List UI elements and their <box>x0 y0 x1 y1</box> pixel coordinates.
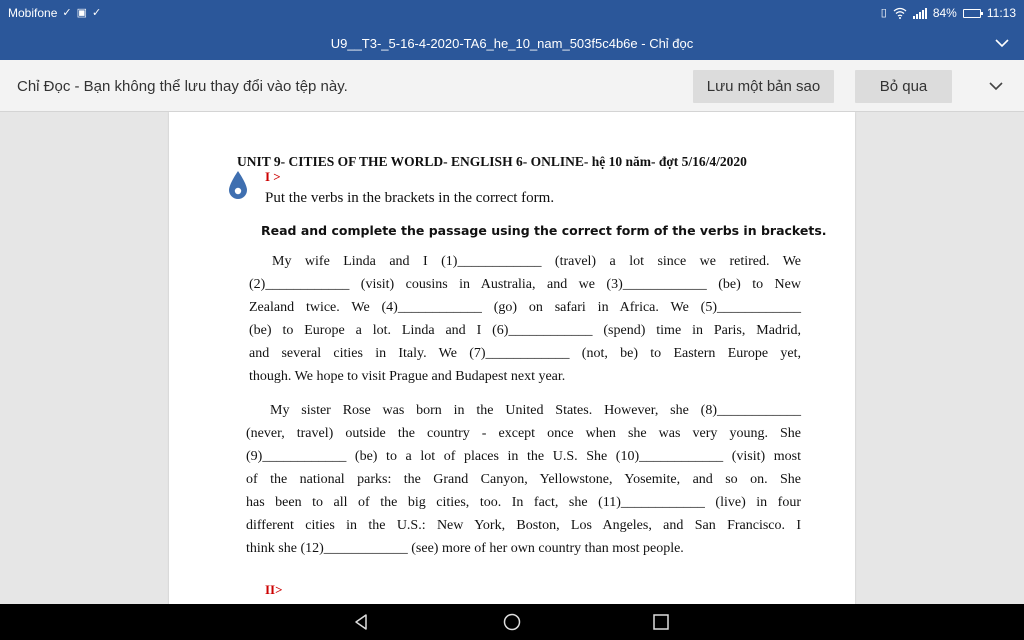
document-viewport[interactable] <box>0 112 1024 604</box>
passage-line: has been to all of the big cities, too. In fact, she (11)____________ (live) in four <box>246 495 801 510</box>
title-bar <box>0 26 1024 60</box>
vibrate-icon: ▯ <box>880 7 887 19</box>
recent-apps-icon[interactable] <box>651 612 671 632</box>
carrier-name: Mobifone <box>8 6 58 20</box>
section-1-label: I > <box>265 169 281 184</box>
passage-line: My sister Rose was born in the United States. However, she (8)____________ <box>270 403 801 418</box>
navigation-bar <box>0 604 1024 640</box>
instruction-2: Read and complete the passage using the correct form of the verbs in brackets. <box>261 223 827 238</box>
passage-line: though. We hope to visit Prague and Budapest next year. <box>249 369 566 384</box>
passage-paragraph-1 <box>249 250 801 388</box>
drop-icon[interactable] <box>227 170 249 200</box>
passage-line: (never, travel) outside the country - except once when she was very young. She <box>246 426 801 441</box>
check-icon: ✓ <box>62 7 72 19</box>
clock: 11:13 <box>986 6 1016 20</box>
check-icon: ✓ <box>92 7 102 19</box>
passage-paragraph-2 <box>246 399 801 560</box>
read-only-message: Chỉ Đọc - Bạn không thể lưu thay đổi vào tệp này. <box>17 78 348 95</box>
read-only-notice-bar <box>0 60 1024 112</box>
chevron-down-icon[interactable] <box>994 35 1010 51</box>
document-page <box>169 112 855 604</box>
dismiss-button[interactable]: Bỏ qua <box>855 70 952 103</box>
back-icon[interactable] <box>352 612 372 632</box>
save-copy-button[interactable]: Lưu một bản sao <box>693 70 834 103</box>
wifi-icon <box>893 7 907 19</box>
chevron-down-icon[interactable] <box>988 78 1004 94</box>
passage-line: Zealand twice. We (4)____________ (go) on safari in Africa. We (5)____________ <box>249 300 801 315</box>
passage-line: (2)____________ (visit) cousins in Australia, and we (3)____________ (be) to New <box>249 277 801 292</box>
battery-percent: 84% <box>932 6 957 20</box>
passage-line: (be) to Europe a lot. Linda and I (6)____________ (spend) time in Paris, Madrid, <box>249 323 801 338</box>
photo-icon: ▣ <box>76 7 87 19</box>
document-title: U9__T3-_5-16-4-2020-TA6_he_10_nam_503f5c4b6e - Chỉ đọc <box>330 36 694 51</box>
passage-line: think she (12)____________ (see) more of her own country than most people. <box>246 541 684 556</box>
section-2-label: II> <box>265 582 283 597</box>
passage-line: of the national parks: the Grand Canyon, Yellowstone, Yosemite, and so on. She <box>246 472 801 487</box>
instruction-1: Put the verbs in the brackets in the correct form. <box>265 190 555 206</box>
status-left <box>8 6 101 20</box>
passage-line: and several cities in Italy. We (7)____________ (not, be) to Eastern Europe yet, <box>249 346 801 361</box>
unit-heading: UNIT 9- CITIES OF THE WORLD- ENGLISH 6- ONLINE- hệ 10 năm- đợt 5/16/4/2020 <box>237 154 747 169</box>
status-right <box>881 6 1016 20</box>
status-bar <box>0 0 1024 26</box>
passage-line: (9)____________ (be) to a lot of places in the U.S. She (10)____________ (visit) most <box>246 449 801 464</box>
signal-icon <box>913 7 927 19</box>
passage-line: My wife Linda and I (1)____________ (travel) a lot since we retired. We <box>272 254 801 269</box>
battery-icon <box>963 9 981 18</box>
passage-line: different cities in the U.S.: New York, Boston, Los Angeles, and San Francisco. I <box>246 518 801 533</box>
home-icon[interactable] <box>502 612 522 632</box>
